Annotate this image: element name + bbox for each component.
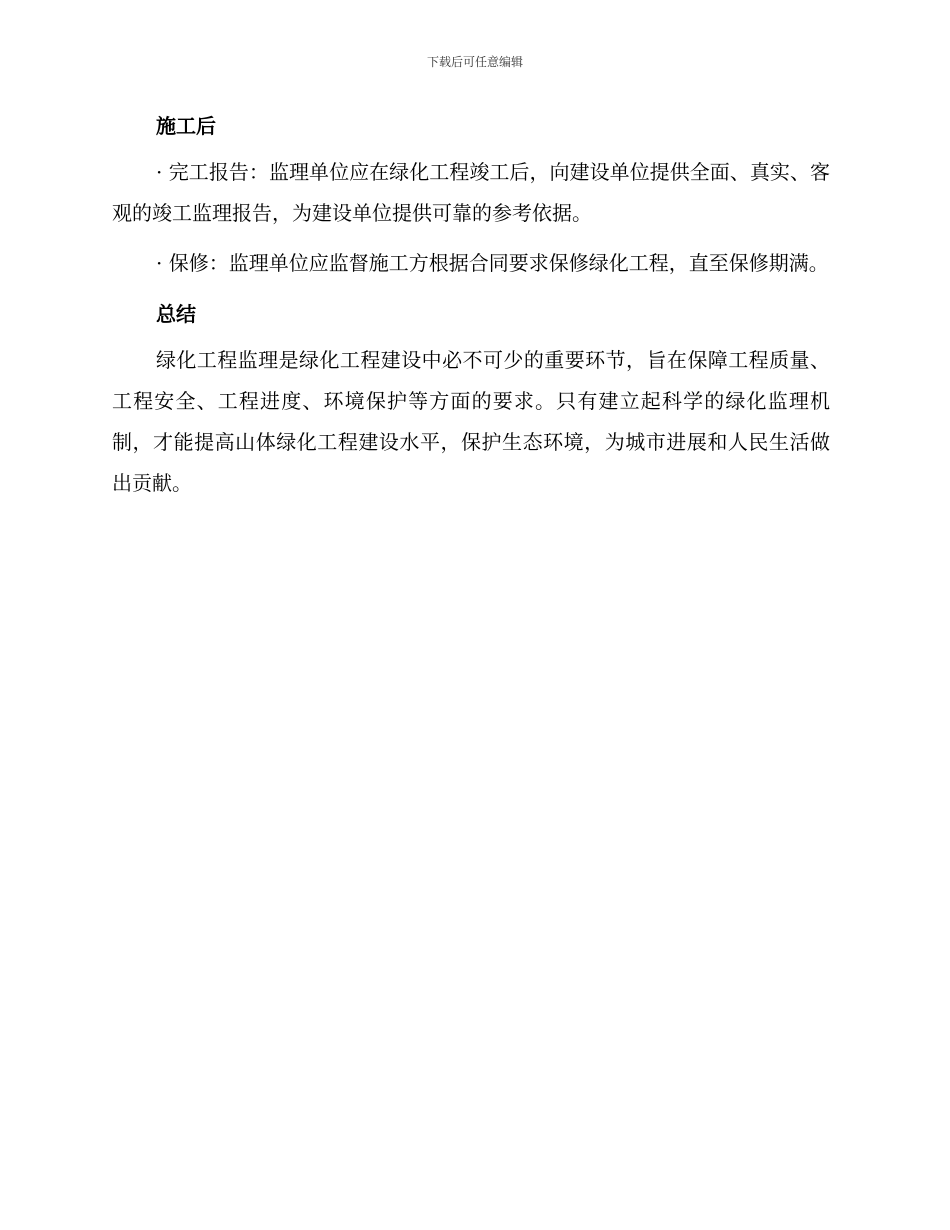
summary-paragraph: 绿化工程监理是绿化工程建设中必不可少的重要环节，旨在保障工程质量、工程安全、工程进度、环境保护等方面的要求。只有建立起科学的绿化监理机制，才能提高山体绿化工程建设水平，保护生态环境，为城市进展和人民生活做出贡献。 [112, 348, 830, 495]
section-heading-after-construction: 施工后 [156, 114, 216, 138]
section-heading-summary: 总结 [156, 302, 196, 326]
document-body [112, 110, 830, 512]
bullet-completion-report: · 完工报告：监理单位应在绿化工程竣工后，向建设单位提供全面、真实、客观的竣工监理报告，为建设单位提供可靠的参考依据。 [112, 160, 830, 225]
header-note: 下载后可任意编辑 [426, 55, 523, 69]
bullet-warranty: · 保修：监理单位应监督施工方根据合同要求保修绿化工程，直至保修期满。 [156, 251, 829, 275]
